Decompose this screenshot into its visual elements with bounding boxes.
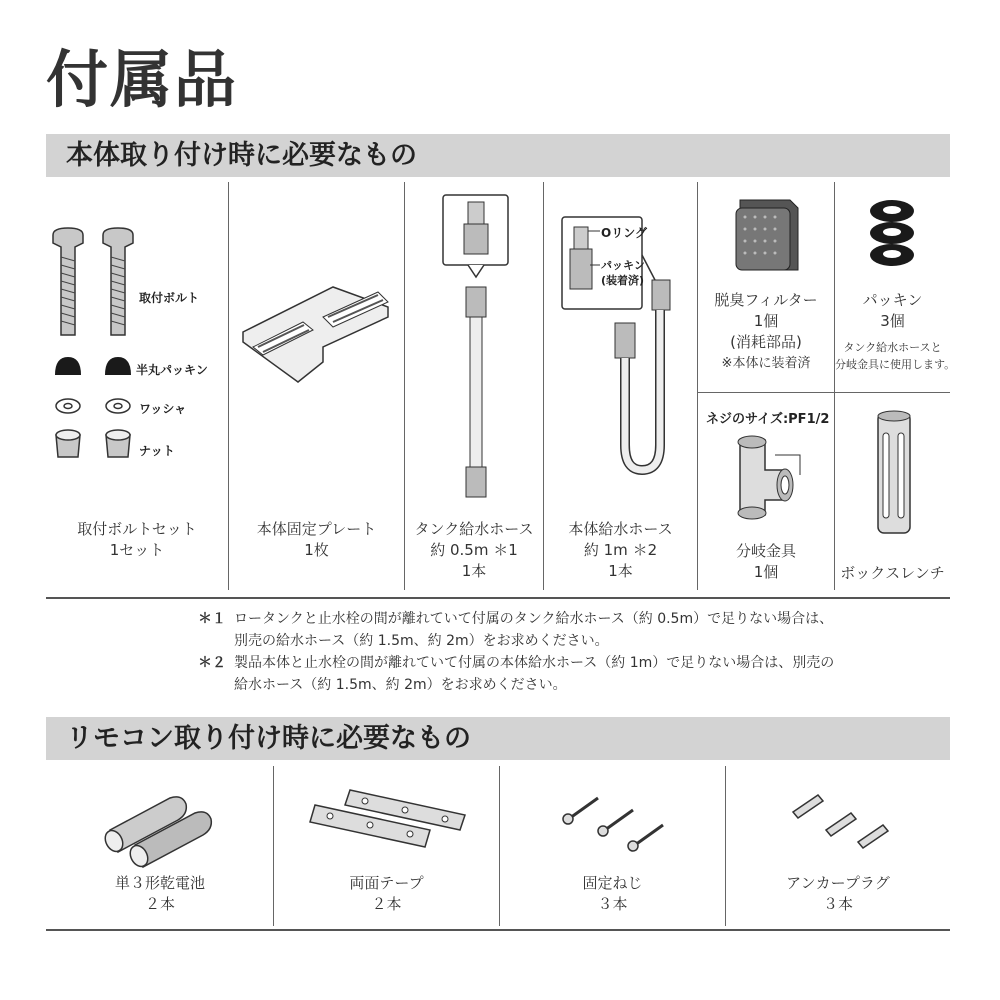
- label-nut: ナット: [139, 444, 175, 458]
- caption-body-hose: [544, 519, 697, 582]
- caption-tank-hose: [405, 519, 543, 582]
- caption-line: 1本: [608, 562, 633, 580]
- caption-line: 取付ボルトセット: [77, 520, 197, 538]
- tank-hose-illustration: [440, 192, 515, 507]
- section-header-remote-install: リモコン取り付け時に必要なもの: [46, 717, 950, 760]
- caption-line: 分岐金具: [735, 542, 796, 560]
- anchor-plugs-illustration: [788, 790, 898, 850]
- caption-filter: [698, 290, 834, 374]
- caption-line: タンク給水ホース: [414, 520, 534, 538]
- caption-line: ３本: [822, 895, 853, 913]
- screws-illustration: [560, 790, 670, 855]
- caption-line: タンク給水ホースと: [843, 341, 942, 354]
- caption-line: ２本: [371, 895, 402, 913]
- caption-line: 本体給水ホース: [568, 520, 673, 538]
- label-installed: (装着済): [601, 274, 645, 287]
- page-title: 付属品: [46, 43, 239, 116]
- footnote-mark: ＊２: [198, 655, 226, 671]
- caption-line: 両面テープ: [349, 874, 424, 892]
- footnote-line: 製品本体と止水栓の間が離れていて付属の本体給水ホース（約 1m）で足りない場合は、別売の: [234, 655, 835, 671]
- label-washer: ワッシャ: [139, 402, 187, 416]
- caption-line: ２本: [144, 895, 175, 913]
- caption-line: パッキン: [862, 291, 923, 309]
- footnote-mark: ＊１: [198, 611, 226, 627]
- packing-illustration: [865, 197, 920, 272]
- caption-plate: [229, 519, 404, 561]
- deodorizing-filter-illustration: [730, 195, 802, 275]
- label-bolt: 取付ボルト: [139, 291, 200, 305]
- body-hose-illustration: [560, 215, 685, 485]
- fixing-plate-illustration: [238, 282, 398, 392]
- caption-tape: [274, 873, 499, 915]
- label-packing: パッキン: [601, 259, 645, 272]
- caption-line: 単３形乾電池: [114, 874, 205, 892]
- caption-line: 約 1m ＊2: [583, 541, 658, 559]
- label-half-round-packing: 半丸パッキン: [136, 363, 208, 377]
- bolt-set-illustration: [48, 225, 138, 475]
- caption-line: 3個: [880, 312, 905, 330]
- caption-branch: [698, 541, 834, 583]
- section-divider: [46, 929, 950, 931]
- grid-divider: [834, 182, 835, 590]
- caption-wrench: [835, 563, 950, 584]
- caption-packing: [835, 290, 950, 332]
- batteries-illustration: [100, 790, 225, 860]
- label-o-ring: Oリング: [601, 226, 647, 240]
- footnote-line: 別売の給水ホース（約 1.5m、約 2m）をお求めください。: [234, 633, 609, 649]
- caption-line: ３本: [597, 895, 628, 913]
- caption-line: 本体固定プレート: [256, 520, 377, 538]
- caption-line: (消耗部品): [730, 333, 802, 351]
- caption-screws: [500, 873, 725, 915]
- label-thread-size: ネジのサイズ:PF1/2: [706, 412, 830, 427]
- footnote-line: ロータンクと止水栓の間が離れていて付属のタンク給水ホース（約 0.5m）で足りない場合は、: [234, 611, 834, 627]
- double-sided-tape-illustration: [305, 785, 470, 860]
- grid-divider: [698, 392, 950, 393]
- grid-divider: [697, 182, 698, 590]
- caption-line: ボックスレンチ: [840, 564, 945, 582]
- caption-line: 1個: [753, 563, 779, 581]
- caption-line: 固定ねじ: [582, 874, 643, 892]
- caption-line: 分岐金具に使用します。: [835, 358, 956, 371]
- caption-line: ※本体に装着済: [721, 356, 811, 371]
- caption-line: 1本: [461, 562, 487, 580]
- section-divider: [46, 597, 950, 599]
- caption-line: 約 0.5m ＊1: [430, 541, 518, 559]
- caption-line: 1セット: [109, 541, 165, 559]
- caption-line: 脱臭フィルター: [714, 291, 818, 309]
- caption-line: アンカープラグ: [786, 874, 890, 892]
- section-header-body-install: 本体取り付け時に必要なもの: [46, 134, 950, 177]
- caption-anchor-plugs: [726, 873, 950, 915]
- box-wrench-illustration: [870, 408, 920, 538]
- caption-line: 1枚: [304, 541, 329, 559]
- caption-line: 1個: [753, 312, 779, 330]
- branch-fitting-illustration: [720, 430, 820, 525]
- packing-note: [835, 339, 956, 373]
- caption-bolt-set: [47, 519, 227, 561]
- caption-batteries: [47, 873, 273, 915]
- footnote-line: 給水ホース（約 1.5m、約 2m）をお求めください。: [234, 677, 567, 693]
